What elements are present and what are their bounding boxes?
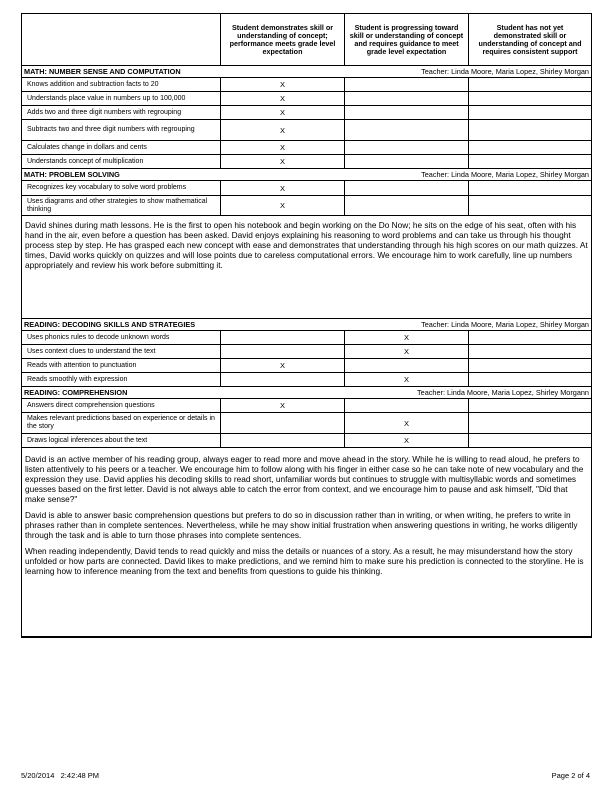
mark-not-yet: [469, 155, 591, 168]
skill-row: [22, 196, 591, 216]
skill-label: Understands concept of multiplication: [27, 157, 144, 165]
mark-meets: X: [221, 359, 345, 372]
mark-not-yet: [469, 78, 591, 91]
mark-meets: [221, 434, 345, 447]
mark-not-yet: [469, 106, 591, 119]
skill-label: Understands place value in numbers up to 100,000: [27, 94, 186, 102]
mark-not-yet: [469, 434, 591, 447]
section-header: [22, 319, 591, 331]
skill-label: Uses phonics rules to decode unknown words: [27, 333, 170, 341]
skill-label: Adds two and three digit numbers with regrouping: [27, 108, 182, 116]
mark-meets: X: [221, 399, 345, 412]
section-header: [22, 66, 591, 78]
skill-label: Knows addition and subtraction facts to 20: [27, 80, 159, 88]
mark-meets: [221, 345, 345, 358]
mark-progressing: [345, 141, 469, 154]
skill-row: [22, 78, 591, 92]
mark-progressing: X: [345, 434, 469, 447]
footer-time: 2:42:48 PM: [60, 771, 99, 780]
mark-meets: X: [221, 141, 345, 154]
skill-label: Makes relevant predictions based on experience or details in the story: [27, 415, 215, 430]
reading-comment-paragraph: David is able to answer basic comprehension questions but prefers to do so in discussion rather than in writing, or when writing, he prefers to write in phrases rather than in complete sentences. Nevertheless, while he may show initial frustration when answering questions in writing, he works diligently through the task and is able to turn those phrases into complete sentences.: [25, 510, 578, 540]
mark-progressing: [345, 106, 469, 119]
rubric-header-row: [22, 14, 591, 66]
mark-meets: X: [221, 106, 345, 119]
mark-progressing: X: [345, 373, 469, 386]
section-teacher: Teacher: Linda Moore, Maria Lopez, Shirley Morgan: [421, 170, 589, 179]
mark-progressing: X: [345, 345, 469, 358]
header-blank-cell: [22, 14, 221, 65]
skill-row: [22, 345, 591, 359]
mark-not-yet: [469, 181, 591, 195]
skill-row: [22, 120, 591, 141]
skill-label: Recognizes key vocabulary to solve word problems: [27, 184, 187, 191]
skill-label: Uses diagrams and other strategies to show mathematical thinking: [27, 197, 208, 213]
rubric-header-meets: Student demonstrates skill or understanding of concept; performance meets grade level expectation: [221, 14, 345, 65]
reading-comment-box: [22, 448, 591, 637]
mark-not-yet: [469, 196, 591, 215]
skill-label: Subtracts two and three digit numbers with regrouping: [27, 126, 195, 133]
section-teacher: Teacher: Linda Moore, Maria Lopez, Shirley Morgan: [421, 67, 589, 76]
skill-label: Reads smoothly with expression: [27, 375, 128, 383]
reading-comment-paragraph: David is an active member of his reading group, always eager to read more and move ahead in the story. While he is willing to read aloud, he prefers to listen attentively to his peers or a teacher. We encourage him to follow along with his finger in either case so he can take note of new vocabulary and the expression they use. David applies his decoding skills to read short, unfamiliar words but continues to struggle with multisyllabic words and sometimes guesses based on the first letter. David is not always able to catch the error from context, and we encourage him to pause and ask himself, "Did that make sense?": [25, 454, 584, 504]
skill-row: [22, 106, 591, 120]
skill-row: [22, 413, 591, 434]
mark-meets: X: [221, 78, 345, 91]
skill-row: [22, 434, 591, 448]
skill-label: Calculates change in dollars and cents: [27, 143, 147, 151]
math-comment-box: [22, 216, 591, 319]
mark-progressing: [345, 196, 469, 215]
mark-meets: X: [221, 181, 345, 195]
skill-row: [22, 141, 591, 155]
skill-row: [22, 155, 591, 169]
mark-meets: X: [221, 120, 345, 140]
mark-not-yet: [469, 359, 591, 372]
skill-row: [22, 373, 591, 387]
mark-progressing: [345, 120, 469, 140]
mark-meets: [221, 373, 345, 386]
section-teacher: Teacher: Linda Moore, Maria Lopez, Shirley Morgan: [421, 320, 589, 329]
rubric-header-not-yet: Student has not yet demonstrated skill or understanding of concept and requires consistent support: [478, 22, 582, 56]
mark-not-yet: [469, 373, 591, 386]
footer-date: 5/20/2014: [21, 771, 55, 780]
skill-row: [22, 181, 591, 196]
rubric-header-progressing: Student is progressing toward skill or understanding of concept and requires guidance to meet grade level expectation: [345, 14, 469, 65]
footer-page-number: Page 2 of 4: [551, 771, 590, 780]
footer-timestamp: [21, 771, 99, 780]
skill-label: Reads with attention to punctuation: [27, 361, 137, 369]
section-title: READING: COMPREHENSION: [24, 388, 128, 397]
mark-progressing: X: [345, 331, 469, 344]
math-comment-text: David shines during math lessons. He is the first to open his notebook and begin working on the Do Now; he sits on the edge of his seat, often with his hand in the air, even before a question has been asked. David enjoys explaining his reasoning to word problems and can take us through his thought process step by step. He has grasped each new concept with ease and demonstrates that understanding through his high scores on our math quizzes. At times, David works quickly on quizzes and will lose points due to careless computational errors. We encourage him to work carefully, line up numbers appropriately and review his work before submitting it.: [25, 220, 588, 270]
mark-not-yet: [469, 141, 591, 154]
mark-progressing: X: [345, 413, 469, 433]
mark-not-yet: [469, 413, 591, 433]
mark-meets: [221, 331, 345, 344]
mark-meets: X: [221, 196, 345, 215]
mark-progressing: [345, 92, 469, 105]
skill-label: Answers direct comprehension questions: [27, 401, 155, 409]
mark-progressing: [345, 399, 469, 412]
skill-row: [22, 359, 591, 373]
mark-meets: [221, 413, 345, 433]
section-teacher: Teacher: Linda Moore, Maria Lopez, Shirley Morgann: [417, 388, 589, 397]
section-title: READING: DECODING SKILLS AND STRATEGIES: [24, 320, 196, 329]
mark-not-yet: [469, 345, 591, 358]
mark-progressing: [345, 155, 469, 168]
report-card-table: [21, 13, 592, 638]
section-title: MATH: PROBLEM SOLVING: [24, 170, 120, 179]
section-header: [22, 387, 591, 399]
mark-not-yet: [469, 399, 591, 412]
skill-label: Draws logical inferences about the text: [27, 436, 148, 444]
section-title: MATH: NUMBER SENSE AND COMPUTATION: [24, 67, 181, 76]
skill-row: [22, 331, 591, 345]
reading-comment-paragraph: When reading independently, David tends to read quickly and miss the details or nuances of a story. As a result, he may misunderstand how the story unfolded or how parts are connected. David likes to make predictions, and we remind him to make sure his prediction is connected to the storyline. He is learning how to inference meaning from the text and benefits from questions to guide his thinking.: [25, 546, 584, 576]
skill-row: [22, 92, 591, 106]
mark-not-yet: [469, 331, 591, 344]
mark-not-yet: [469, 92, 591, 105]
section-header: [22, 169, 591, 181]
mark-meets: X: [221, 92, 345, 105]
skill-row: [22, 399, 591, 413]
mark-meets: X: [221, 155, 345, 168]
mark-progressing: [345, 359, 469, 372]
mark-progressing: [345, 181, 469, 195]
skill-label: Uses context clues to understand the text: [27, 347, 156, 355]
mark-not-yet: [469, 120, 591, 140]
mark-progressing: [345, 78, 469, 91]
